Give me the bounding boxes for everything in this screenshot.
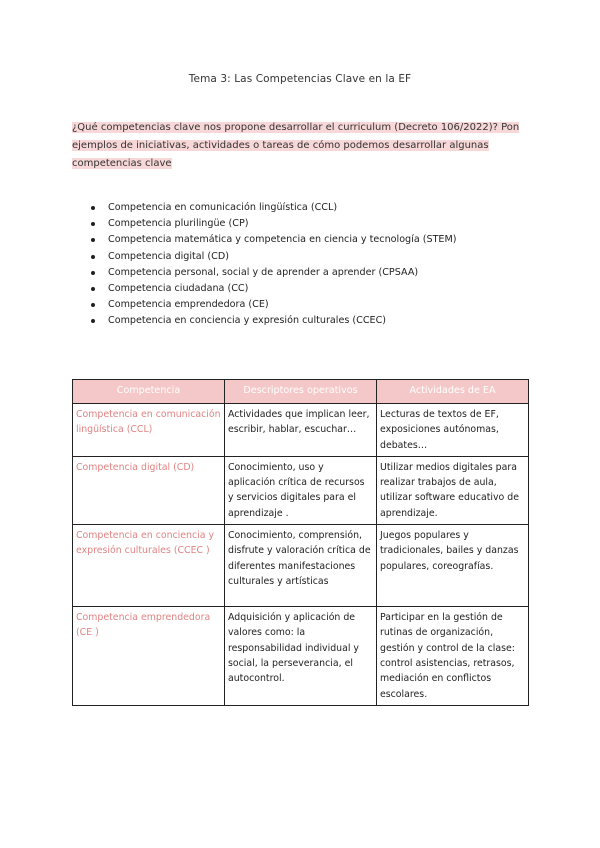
list-item: Competencia matemática y competencia en ciencia y tecnología (STEM) [90,232,457,248]
header-actividades: Actividades de EA [377,380,529,404]
cell-descriptores: Conocimiento, uso y aplicación crítica de recursos y servicios digitales para el aprendizaje . [225,456,377,524]
list-item: Competencia ciudadana (CC) [90,281,457,297]
header-descriptores: Descriptores operativos [225,380,377,404]
document-title: Tema 3: Las Competencias Clave en la EF [188,73,412,85]
list-item: Competencia en conciencia y expresión culturales (CCEC) [90,313,457,329]
list-item: Competencia digital (CD) [90,249,457,265]
list-item: Competencia personal, social y de aprender a aprender (CPSAA) [90,265,457,281]
cell-competencia: Competencia en comunicación lingüística (CCL) [73,404,225,457]
cell-descriptores: Actividades que implican leer, escribir, hablar, escuchar… [225,404,377,457]
table-row [73,525,529,607]
cell-actividades: Participar en la gestión de rutinas de organización, gestión y control de la clase: control asistencias, retrasos, mediación en conflictos escolares. [377,607,529,706]
competencias-list [90,200,457,330]
cell-competencia: Competencia emprendedora (CE ) [73,607,225,706]
competencias-table [72,379,529,706]
cell-actividades: Utilizar medios digitales para realizar trabajos de aula, utilizar software educativo de aprendizaje. [377,456,529,524]
cell-actividades: Juegos populares y tradicionales, bailes y danzas populares, coreografías. [377,525,529,607]
table-header-row [73,380,529,404]
cell-actividades: Lecturas de textos de EF, exposiciones autónomas, debates… [377,404,529,457]
question-text [72,119,528,173]
list-item: Competencia emprendedora (CE) [90,297,457,313]
table-row [73,607,529,706]
cell-descriptores: Adquisición y aplicación de valores como: la responsabilidad individual y social, la perseverancia, el autocontrol. [225,607,377,706]
cell-competencia: Competencia digital (CD) [73,456,225,524]
table-row [73,404,529,457]
header-competencia: Competencia [73,380,225,404]
table-row [73,456,529,524]
cell-competencia: Competencia en conciencia y expresión culturales (CCEC ) [73,525,225,607]
list-item: Competencia plurilingüe (CP) [90,216,457,232]
question-highlight: ¿Qué competencias clave nos propone desarrollar el curriculum (Decreto 106/2022)? Pon ejemplos de iniciativas, actividades o tareas de cómo podemos desarrollar algunas competencias clave [72,122,520,169]
cell-descriptores: Conocimiento, comprensión, disfrute y valoración crítica de diferentes manifestaciones culturales y artísticas [225,525,377,607]
list-item: Competencia en comunicación lingüística (CCL) [90,200,457,216]
